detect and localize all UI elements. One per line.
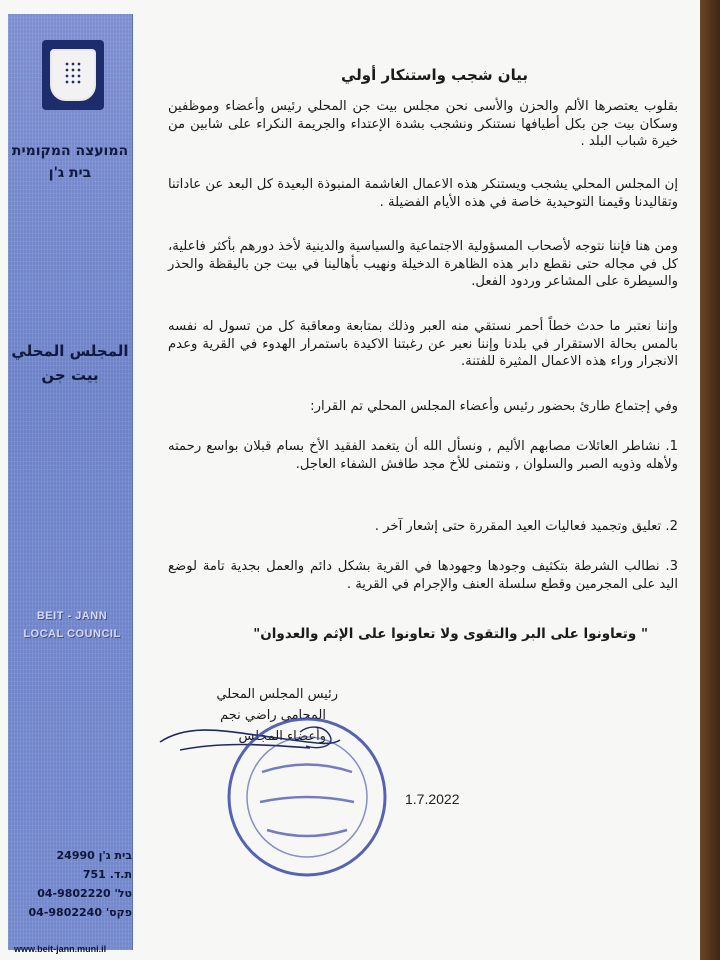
signature-members: وأعضاء المجلس	[238, 729, 326, 744]
phone: טל' 04-9802220	[37, 887, 132, 900]
paragraph-3: ومن هنا فإننا نتوجه لأصحاب المسؤولية الاجتماعية والسياسية والدينية لأخذ دورهم بأكثر فاعلية، كل في مجاله حتى نقطع دابر هذه الظاهرة الدخيلة ونهيب بأهالينا في بيت جن باليقظة والحذر والسيطرة على المشاعر وردود الفعل.	[168, 239, 678, 289]
english-council-name-line1: BEIT - JANN	[36, 610, 108, 622]
decision-item-2: 2. تعليق وتجميد فعاليات العيد المقررة حتى إشعار آخر .	[374, 519, 678, 534]
council-stamp	[222, 712, 392, 882]
po-box: ת.ד. 751	[82, 868, 132, 881]
signature-title: رئيس المجلس المحلي	[216, 687, 338, 702]
arabic-council-name-line1: المجلس المحلي	[11, 342, 129, 360]
address: בית ג'ן 24990	[56, 849, 132, 862]
hebrew-council-name-line1: המועצה המקומית	[11, 143, 129, 159]
decision-item-1: 1. نشاطر العائلات مصابهم الأليم , ونسأل الله أن يتغمد الفقيد الأخ بسام قبلان بواسع رحمته ولأهله وذويه الصبر والسلوان , ونتمنى للأخ مجد طافش الشفاء العاجل.	[168, 439, 678, 472]
signature-name: المحامي راضي نجم	[220, 708, 326, 723]
english-council-name-line2: LOCAL COUNCIL	[23, 628, 121, 640]
letter-title: بيان شجب واستنكار أولي	[340, 66, 528, 84]
letter-date: 1.7.2022	[405, 791, 460, 807]
council-logo	[42, 40, 104, 110]
table-edge	[700, 0, 720, 960]
letterhead-band	[8, 14, 133, 954]
hebrew-council-name-line2: בית ג'ן	[48, 165, 92, 181]
arabic-council-name-line2: بيت جن	[41, 366, 99, 384]
closing-quote: " وتعاونوا على البر والتقوى ولا تعاونوا على الإثم والعدوان"	[253, 626, 648, 642]
paragraph-4: وإننا نعتبر ما حدث خطاً أحمر نستقي منه العبر وذلك بمتابعة ومعاقبة كل من تسول له نفسه بالمس بحالة الاستقرار في بلدنا وإننا نعبر عن رغبتنا الاكيدة باستمرار الهدوء في القرية وعدم الانجرار وراء هذه الاعمال المثيرة للفتنة.	[168, 319, 678, 369]
paragraph-2: إن المجلس المحلي يشجب ويستنكر هذه الاعمال الغاشمة المنبوذة البعيدة كل البعد عن عاداتنا وتقاليدنا وقيمنا التوحيدية خاصة في هذه الأيام الفضيلة .	[168, 177, 678, 210]
website: www.beit-jann.muni.il	[14, 944, 107, 954]
paragraph-1: بقلوب يعتصرها الألم والحزن والأسى نحن مجلس بيت جن المحلي رئيس وأعضاء وموظفين وسكان بيت جن بكل أطيافها نستنكر ونشجب بشدة الإعتداء والجريمة النكراء على شابين من خيرة شباب البلد .	[168, 99, 678, 149]
paragraph-5: وفي إجتماع طارئ بحضور رئيس وأعضاء المجلس المحلي تم القرار:	[310, 399, 678, 414]
fax: פקס' 04-9802240	[28, 906, 132, 919]
decision-item-3: 3. نطالب الشرطة بتكثيف وجودها وجهودها في القرية بشكل دائم والعمل بجدية تامة لوضع اليد على المجرمين وقطع سلسلة العنف والإجرام في القرية .	[168, 559, 678, 592]
